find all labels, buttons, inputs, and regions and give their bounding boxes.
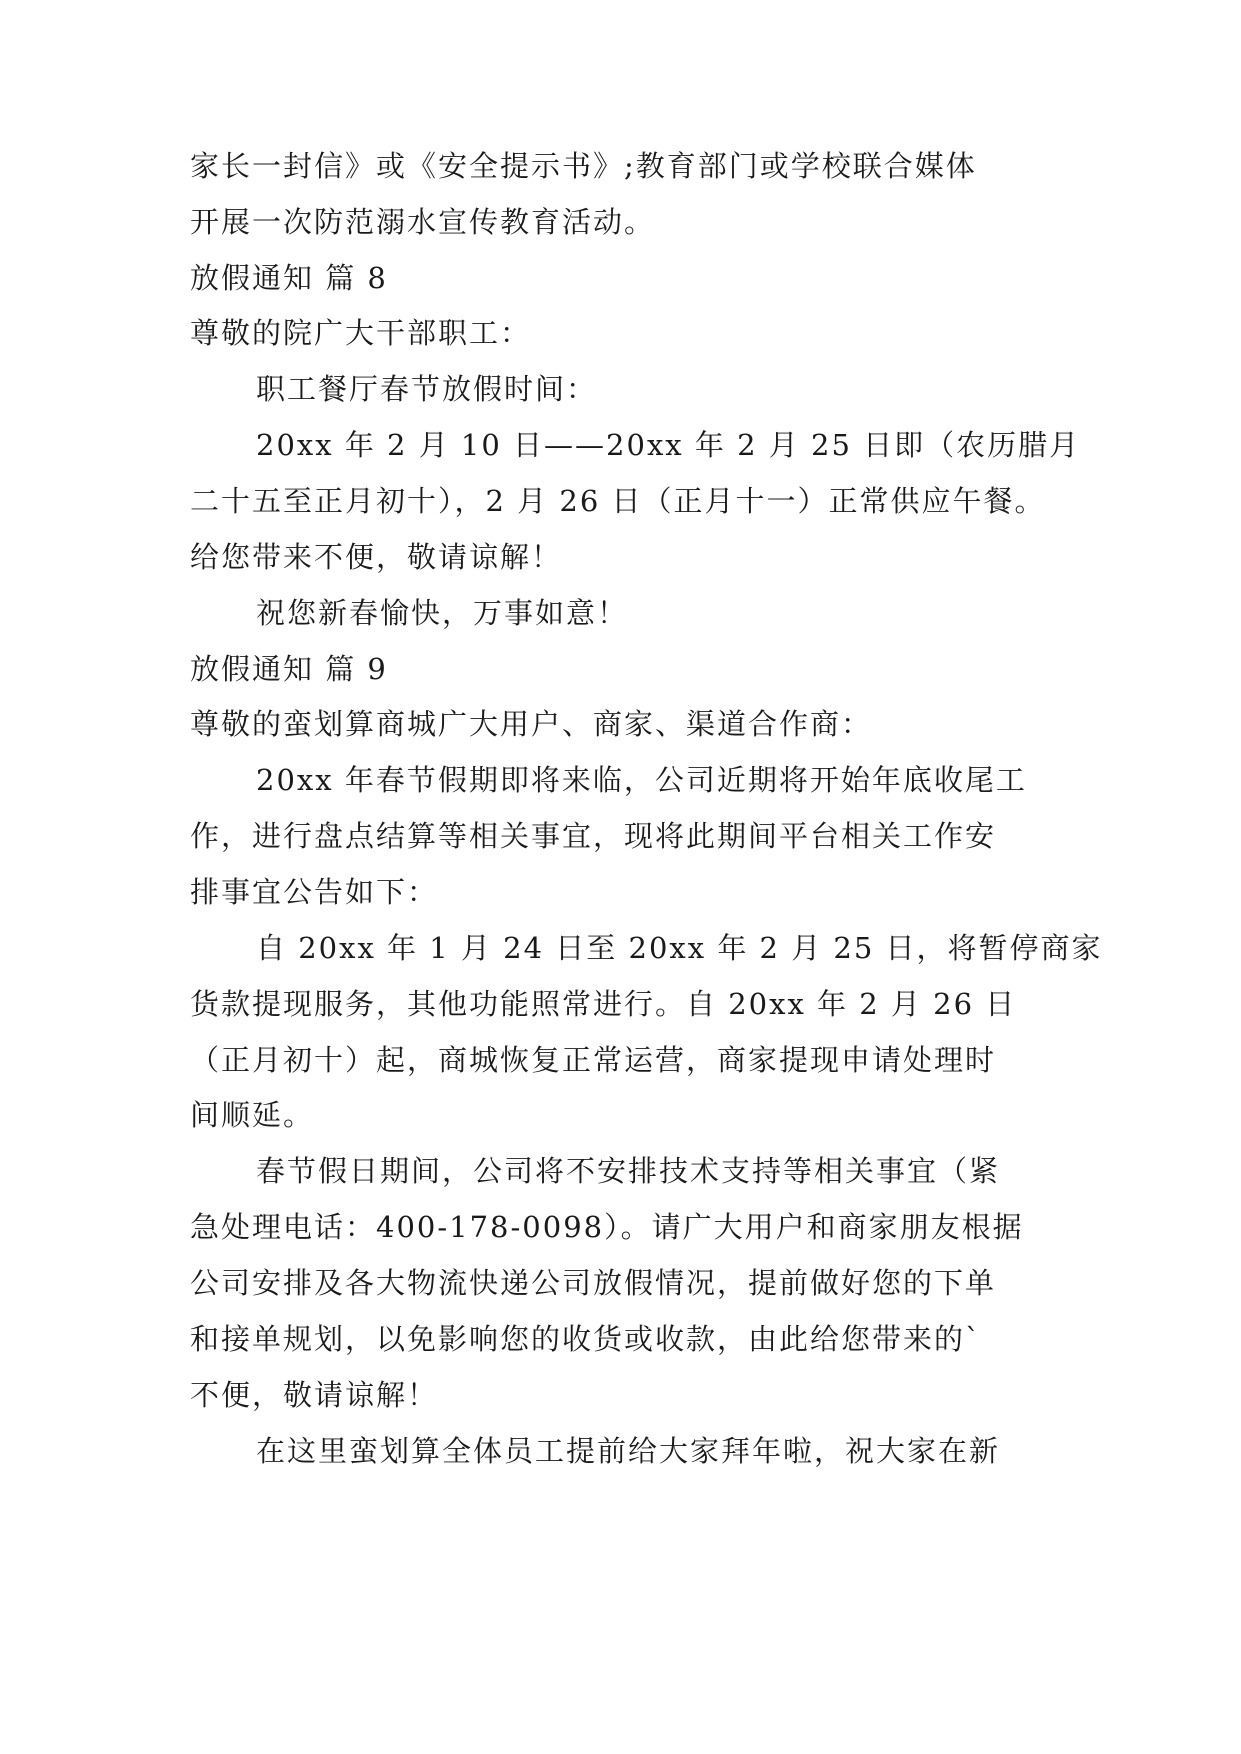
salutation: 尊敬的蛮划算商城广大用户、商家、渠道合作商： [190, 707, 873, 741]
paragraph-line: 职工餐厅春节放假时间： [256, 372, 598, 406]
paragraph-line: 作，进行盘点结算等相关事宜，现将此期间平台相关工作安 [190, 819, 997, 853]
paragraph-line: 在这里蛮划算全体员工提前给大家拜年啦，祝大家在新 [256, 1434, 1001, 1468]
paragraph-line: （正月初十）起，商城恢复正常运营，商家提现申请处理时 [190, 1043, 997, 1077]
section-heading: 放假通知 篇 8 [190, 261, 388, 295]
paragraph-line: 二十五至正月初十），2 月 26 日（正月十一）正常供应午餐。 [190, 484, 1046, 518]
paragraph-line: 排事宜公告如下： [190, 875, 439, 909]
section-heading: 放假通知 篇 9 [190, 652, 388, 686]
closing-line: 祝您新春愉快，万事如意！ [256, 596, 629, 630]
paragraph-line: 给您带来不便，敬请谅解！ [190, 540, 563, 574]
paragraph-line: 和接单规划，以免影响您的收货或收款，由此给您带来的` [190, 1322, 982, 1356]
paragraph-line: 不便，敬请谅解！ [190, 1378, 439, 1412]
paragraph-line: 春节假日期间，公司将不安排技术支持等相关事宜（紧 [256, 1154, 1001, 1188]
paragraph-line: 开展一次防范溺水宣传教育活动。 [190, 205, 656, 239]
salutation: 尊敬的院广大干部职工： [190, 316, 532, 350]
paragraph-line: 急处理电话：400-178-0098）。请广大用户和商家朋友根据 [190, 1210, 1024, 1244]
paragraph-line: 20xx 年春节假期即将来临，公司近期将开始年底收尾工 [256, 763, 1027, 797]
paragraph-line: 公司安排及各大物流快递公司放假情况，提前做好您的下单 [190, 1266, 997, 1300]
paragraph-line: 家长一封信》或《安全提示书》;教育部门或学校联合媒体 [190, 149, 977, 183]
paragraph-line: 自 20xx 年 1 月 24 日至 20xx 年 2 月 25 日，将暂停商家 [256, 931, 1103, 965]
paragraph-line: 货款提现服务，其他功能照常进行。自 20xx 年 2 月 26 日 [190, 987, 1017, 1021]
paragraph-line: 间顺延。 [190, 1098, 315, 1132]
paragraph-line: 20xx 年 2 月 10 日——20xx 年 2 月 25 日即（农历腊月 [256, 428, 1081, 462]
